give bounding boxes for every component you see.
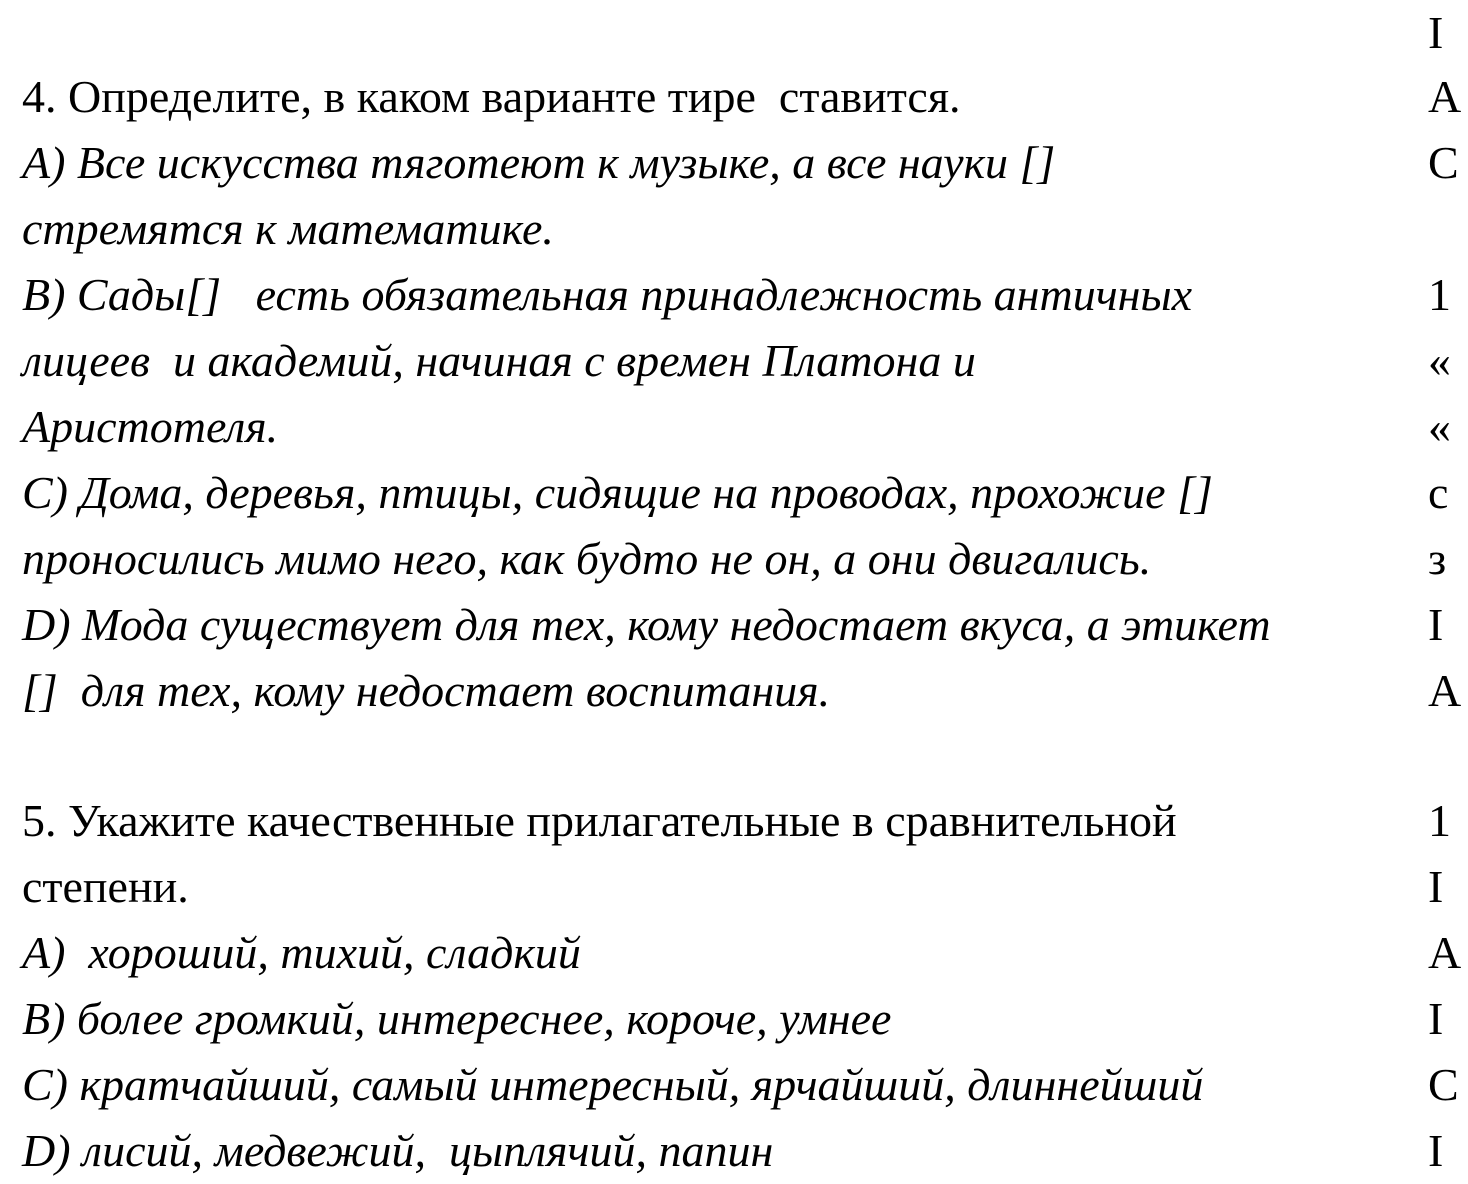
question-4-option-line: Аристотеля. xyxy=(22,401,279,452)
right-fragment: I xyxy=(1428,993,1444,1044)
right-fragment: I xyxy=(1428,599,1444,650)
right-fragment: I xyxy=(1428,7,1444,58)
right-fragment: « xyxy=(1428,401,1451,452)
right-fragment: A xyxy=(1428,71,1462,122)
right-fragment: I xyxy=(1428,861,1444,912)
right-fragment: I xyxy=(1428,1125,1444,1176)
right-fragment: « xyxy=(1428,335,1451,386)
question-5-option-line: B) более громкий, интереснее, короче, умнее xyxy=(22,993,892,1044)
question-5-option-line: A) хороший, тихий, сладкий xyxy=(22,927,581,978)
question-5-prompt xyxy=(22,788,1177,854)
question-4-option-line: D) Мода существует для тех, кому недостает вкуса, а этикет xyxy=(22,599,1271,650)
question-4-option-line: проносились мимо него, как будто не он, а они двигались. xyxy=(22,533,1152,584)
right-fragment: A xyxy=(1428,927,1462,978)
right-fragment: 1 xyxy=(1428,269,1451,320)
right-fragment: A xyxy=(1428,665,1462,716)
right-fragment: 1 xyxy=(1428,795,1451,846)
right-column-cutoff xyxy=(1428,0,1468,1176)
question-4-option-line: А) Все искусства тяготеют к музыке, а все науки [] xyxy=(22,137,1056,188)
question-5-prompt-text: Укажите качественные прилагательные в сравнительной xyxy=(68,795,1177,846)
right-fragment: з xyxy=(1428,533,1447,584)
question-5-option-line: C) кратчайший, самый интересный, ярчайший, длиннейший xyxy=(22,1059,1204,1110)
question-5-number: 5. xyxy=(22,795,68,846)
question-4-option-line: лицеев и академий, начиная с времен Платона и xyxy=(22,335,976,386)
right-fragment: C xyxy=(1428,1059,1459,1110)
question-4-option-line: C) Дома, деревья, птицы, сидящие на проводах, прохожие [] xyxy=(22,467,1213,518)
right-fragment: c xyxy=(1428,467,1449,518)
question-4-prompt-text: Определите, в каком варианте тире ставится. xyxy=(68,71,961,122)
question-4-prompt xyxy=(22,64,961,130)
question-5-prompt-continued: степени. xyxy=(22,861,189,912)
question-4-option-line: B) Сады[] есть обязательная принадлежность античных xyxy=(22,269,1193,320)
question-5-option-line: D) лисий, медвежий, цыплячий, папин xyxy=(22,1125,774,1176)
question-4-number: 4. xyxy=(22,71,68,122)
question-4-option-line: [] для тех, кому недостает воспитания. xyxy=(22,665,831,716)
question-4-option-line: стремятся к математике. xyxy=(22,203,554,254)
right-fragment: C xyxy=(1428,137,1459,188)
